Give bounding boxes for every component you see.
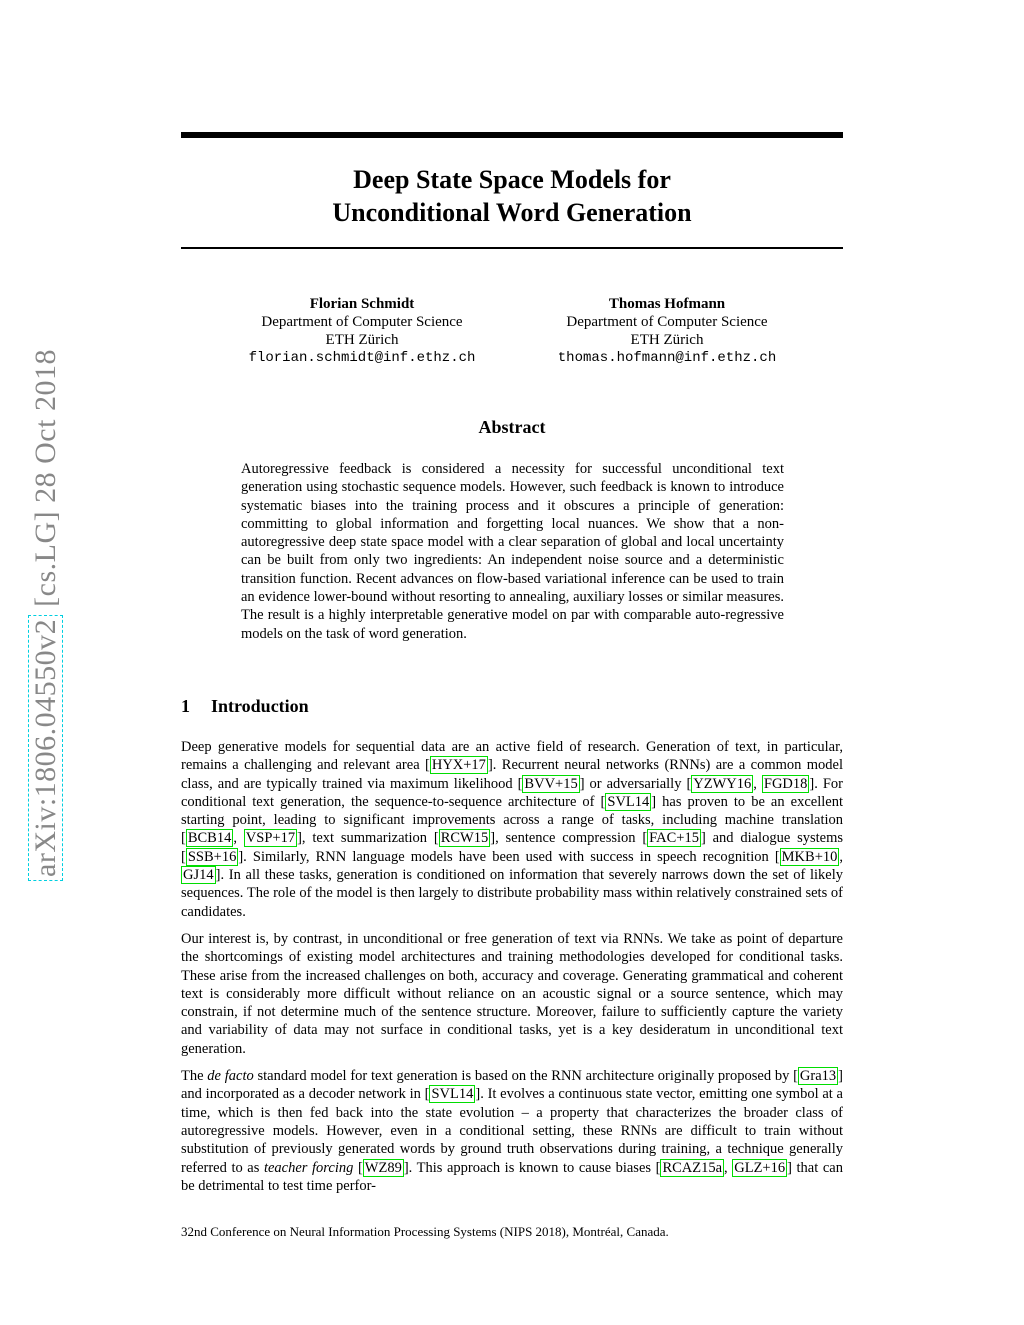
text-run: ]. For conditional text generation, the sequence-to-sequence architecture of [ xyxy=(181,775,843,810)
citation-link[interactable]: RCW15 xyxy=(440,830,489,847)
section-title: Introduction xyxy=(211,696,309,716)
arxiv-date: 28 Oct 2018 xyxy=(29,349,62,503)
citation-link[interactable]: WZ89 xyxy=(364,1159,402,1176)
text-run: ]. This approach is known to cause biases [ xyxy=(403,1159,661,1176)
author-name: Florian Schmidt xyxy=(309,296,415,312)
author-institution: ETH Zürich xyxy=(630,332,704,348)
author-block-2 xyxy=(517,295,817,367)
citation-link[interactable]: FAC+15 xyxy=(649,830,699,847)
citation-link[interactable]: GLZ+16 xyxy=(734,1159,786,1176)
abstract-heading: Abstract xyxy=(478,417,546,437)
citation-link[interactable]: VSP+17 xyxy=(245,830,296,847)
citation-link[interactable]: SVL14 xyxy=(431,1086,474,1103)
citation-link[interactable]: SVL14 xyxy=(607,793,650,810)
citation-link[interactable]: Gra13 xyxy=(799,1068,837,1085)
author-email[interactable]: florian.schmidt@inf.ethz.ch xyxy=(248,350,476,366)
emphasis: teacher forcing xyxy=(263,1159,354,1176)
author-block-1 xyxy=(212,295,512,367)
text-run: ] that can be detrimental to test time perfor- xyxy=(181,1159,843,1194)
author-department: Department of Computer Science xyxy=(261,314,463,330)
text-run: [ xyxy=(353,1159,363,1176)
arxiv-category: [cs.LG] xyxy=(29,510,62,607)
text-run: ] and dialogue systems [ xyxy=(181,830,844,865)
text-run: , xyxy=(724,1159,733,1176)
citation-link[interactable]: BVV+15 xyxy=(524,775,578,792)
paper-title xyxy=(181,163,843,229)
text-run: , xyxy=(753,775,762,792)
text-run: ]. It evolves a continuous state vector, emitting one symbol at a time, which is then fed back into the state evolution – a property that characterizes the broader class of autoregressive models. However, even in a conditional setting, these RNNs are difficult to train without substitution of previously generated words by ground truth observations during training, a technique generally referred to as xyxy=(181,1086,843,1176)
text-run: ] has proven to be an excellent starting point, leading to significant improvements across a range of tasks, including machine translation [ xyxy=(181,793,843,847)
citation-link[interactable]: MKB+10 xyxy=(781,848,838,865)
citation-link[interactable]: FGD18 xyxy=(763,775,808,792)
text-run: , xyxy=(233,830,244,847)
section-number: 1 xyxy=(181,696,190,716)
text-run: The xyxy=(181,1068,208,1085)
title-rule-bottom xyxy=(181,247,843,249)
section-heading xyxy=(181,696,309,717)
arxiv-sidebar xyxy=(26,320,66,910)
text-run: ] and incorporated as a decoder network in [ xyxy=(181,1068,844,1103)
title-line-1: Deep State Space Models for xyxy=(353,165,671,194)
author-name: Thomas Hofmann xyxy=(608,296,726,312)
text-run: Deep generative models for sequential data are an active field of research. Generation of text, in particular, remains a challenging and relevant area [ xyxy=(181,739,843,774)
author-institution: ETH Zürich xyxy=(325,332,399,348)
arxiv-stamp xyxy=(29,349,63,881)
title-line-2: Unconditional Word Generation xyxy=(332,198,692,227)
citation-link[interactable]: YZWY16 xyxy=(693,775,752,792)
conference-footnote: 32nd Conference on Neural Information Processing Systems (NIPS 2018), Montréal, Canada. xyxy=(181,1224,669,1239)
citation-link[interactable]: HYX+17 xyxy=(431,757,486,774)
emphasis: de facto xyxy=(207,1068,254,1085)
text-run: standard model for text generation is based on the RNN architecture originally proposed by [ xyxy=(253,1068,798,1085)
introduction-body xyxy=(181,738,843,1204)
paragraph-2: Our interest is, by contrast, in unconditional or free generation of text via RNNs. We take as point of departure the shortcomings of existing model architectures and training methodologies developed for conditional tasks. These arise from the increased challenges on both, accuracy and coverage. Generating grammatical and coherent text is considerably more difficult without reliance on an acoustic signal or a source sentence, which may constrain, if not determine much of the sentence structure. Moreover, failure to sufficiently capture the variety and variability of data may not surface in conditional tasks, yet is a key desideratum in unconditional text generation. xyxy=(181,930,843,1057)
author-department: Department of Computer Science xyxy=(566,314,768,330)
text-run: ]. In all these tasks, generation is conditioned on information that severely narrows down the set of likely sequences. The role of the model is then largely to distribute probability mass within relatively constrained sets of candidates. xyxy=(181,867,843,920)
text-run: ]. Recurrent neural networks (RNNs) are a common model class, and are typically trained via maximum likelihood [ xyxy=(181,757,843,792)
text-run: ]. Similarly, RNN language models have been used with success in speech recognition [ xyxy=(238,848,780,865)
citation-link[interactable]: GJ14 xyxy=(183,867,214,884)
text-run: ], text summarization [ xyxy=(297,830,439,847)
author-email[interactable]: thomas.hofmann@inf.ethz.ch xyxy=(557,350,777,366)
citation-link[interactable]: BCB14 xyxy=(187,830,232,847)
text-run: ], sentence compression [ xyxy=(490,830,648,847)
citation-link[interactable]: SSB+16 xyxy=(187,848,237,865)
abstract-text: Autoregressive feedback is considered a necessity for successful unconditional text generation using stochastic sequence models. However, such feedback is known to introduce systematic biases into the training process and it obscures a principle of generation: committing to global information and forgetting local nuances. We show that a non-autoregressive deep state space model with a clear separation of global and local uncertainty can be built from only two ingredients: An independent noise source and a deterministic transition function. Recent advances on flow-based variational inference can be used to train an evidence lower-bound without resorting to annealing, auxiliary losses or similar measures. The result is a highly interpretable generative model on par with comparable auto-regressive models on the task of word generation. xyxy=(241,461,784,642)
arxiv-id-link[interactable]: arXiv:1806.04550v2 xyxy=(28,615,63,881)
paragraph-3 xyxy=(181,1067,843,1195)
title-rule-top xyxy=(181,132,843,138)
citation-link[interactable]: RCAZ15a xyxy=(662,1159,723,1176)
text-run: ] or adversarially [ xyxy=(579,775,692,792)
text-run: , xyxy=(839,848,843,865)
paragraph-1 xyxy=(181,738,843,921)
